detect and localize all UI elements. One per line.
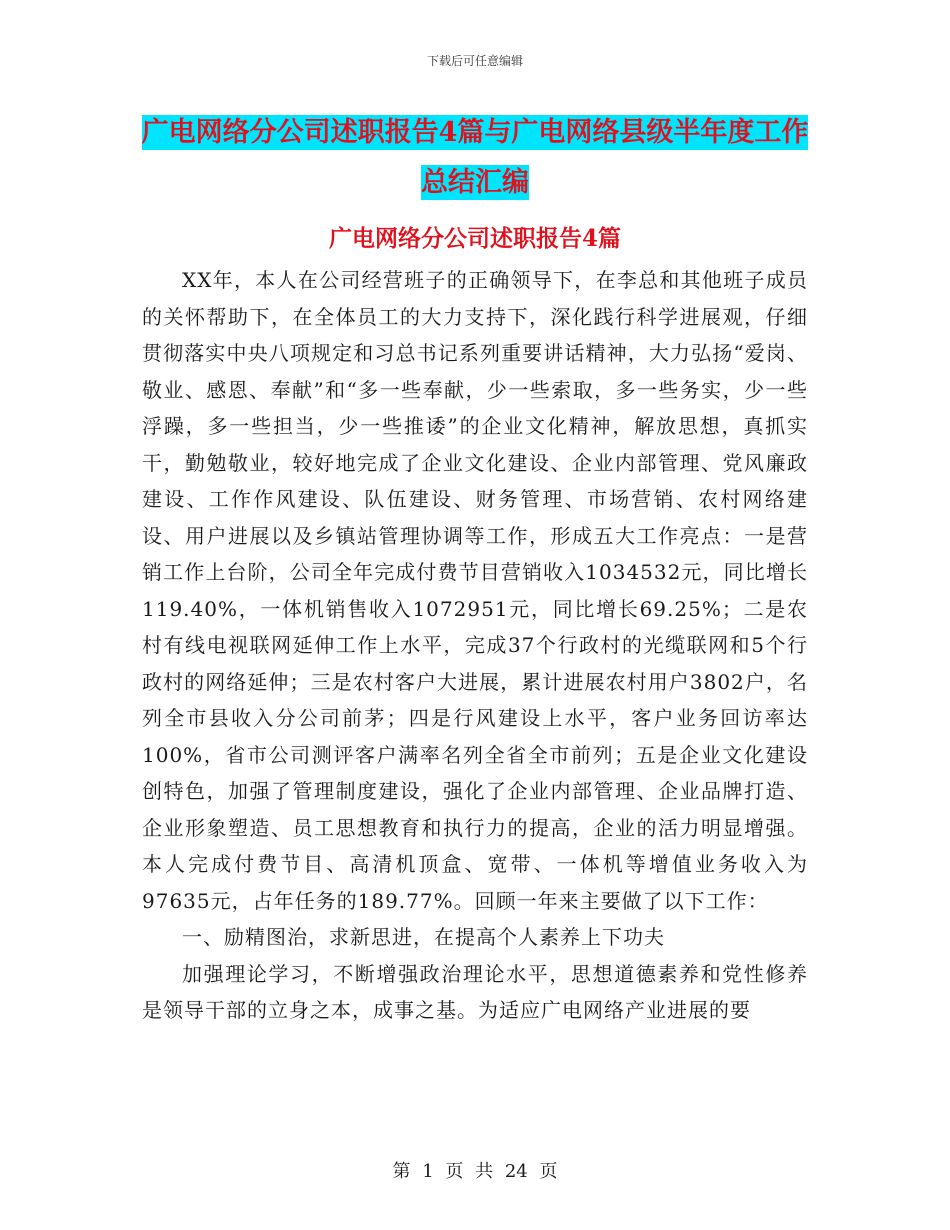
main-title-text: 广电网络分公司述职报告4篇与广电网络县级半年度工作总结汇编 — [141, 117, 809, 198]
paragraph-intro: XX年，本人在公司经营班子的正确领导下，在李总和其他班子成员的关怀帮助下，在全体员工的大力支持下，深化践行科学进展观，仔细贯彻落实中央八项规定和习总书记系列重要讲话精神，大力弘扬“爱岗、敬业、感恩、奉献”和“多一些奉献，少一些索取，多一些务实，少一些浮躁，多一些担当，少一些推诿”的企业文化精神，解放思想，真抓实干，勤勉敬业，较好地完成了企业文化建设、企业内部管理、党风廉政建设、工作作风建设、队伍建设、财务管理、市场营销、农村网络建设、用户进展以及乡镇站管理协调等工作，形成五大工作亮点：一是营销工作上台阶，公司全年完成付费节目营销收入1034532元，同比增长119.40%，一体机销售收入1072951元，同比增长69.25%；二是农村有线电视联网延伸工作上水平，完成37个行政村的光缆联网和5个行政村的网络延伸；三是农村客户大进展，累计进展农村用户3802户，名列全市县收入分公司前茅；四是行风建设上水平，客户业务回访率达100%，省市公司测评客户满率名列全省全市前列；五是企业文化建设创特色，加强了管理制度建设，强化了企业内部管理、企业品牌打造、企业形象塑造、员工思想教育和执行力的提高，企业的活力明显增强。本人完成付费节目、高清机顶盒、宽带、一体机等增值业务收入为97635元，占年任务的189.77%。回顾一年来主要做了以下工作： — [142, 268, 808, 913]
header-note: 下载后可任意编辑 — [426, 54, 523, 68]
paragraph-section-heading: 一、励精图治，求新思进，在提高个人素养上下功夫 — [182, 925, 665, 949]
body-text — [142, 262, 808, 1029]
main-title — [140, 108, 810, 208]
section-title: 广电网络分公司述职报告4篇 — [328, 225, 621, 252]
page-number: 第 1 页 共 24 页 — [392, 1161, 558, 1182]
paragraph-study: 加强理论学习，不断增强政治理论水平，思想道德素养和党性修养是领导干部的立身之本，成事之基。为适应广电网络产业进展的要 — [142, 961, 808, 1022]
